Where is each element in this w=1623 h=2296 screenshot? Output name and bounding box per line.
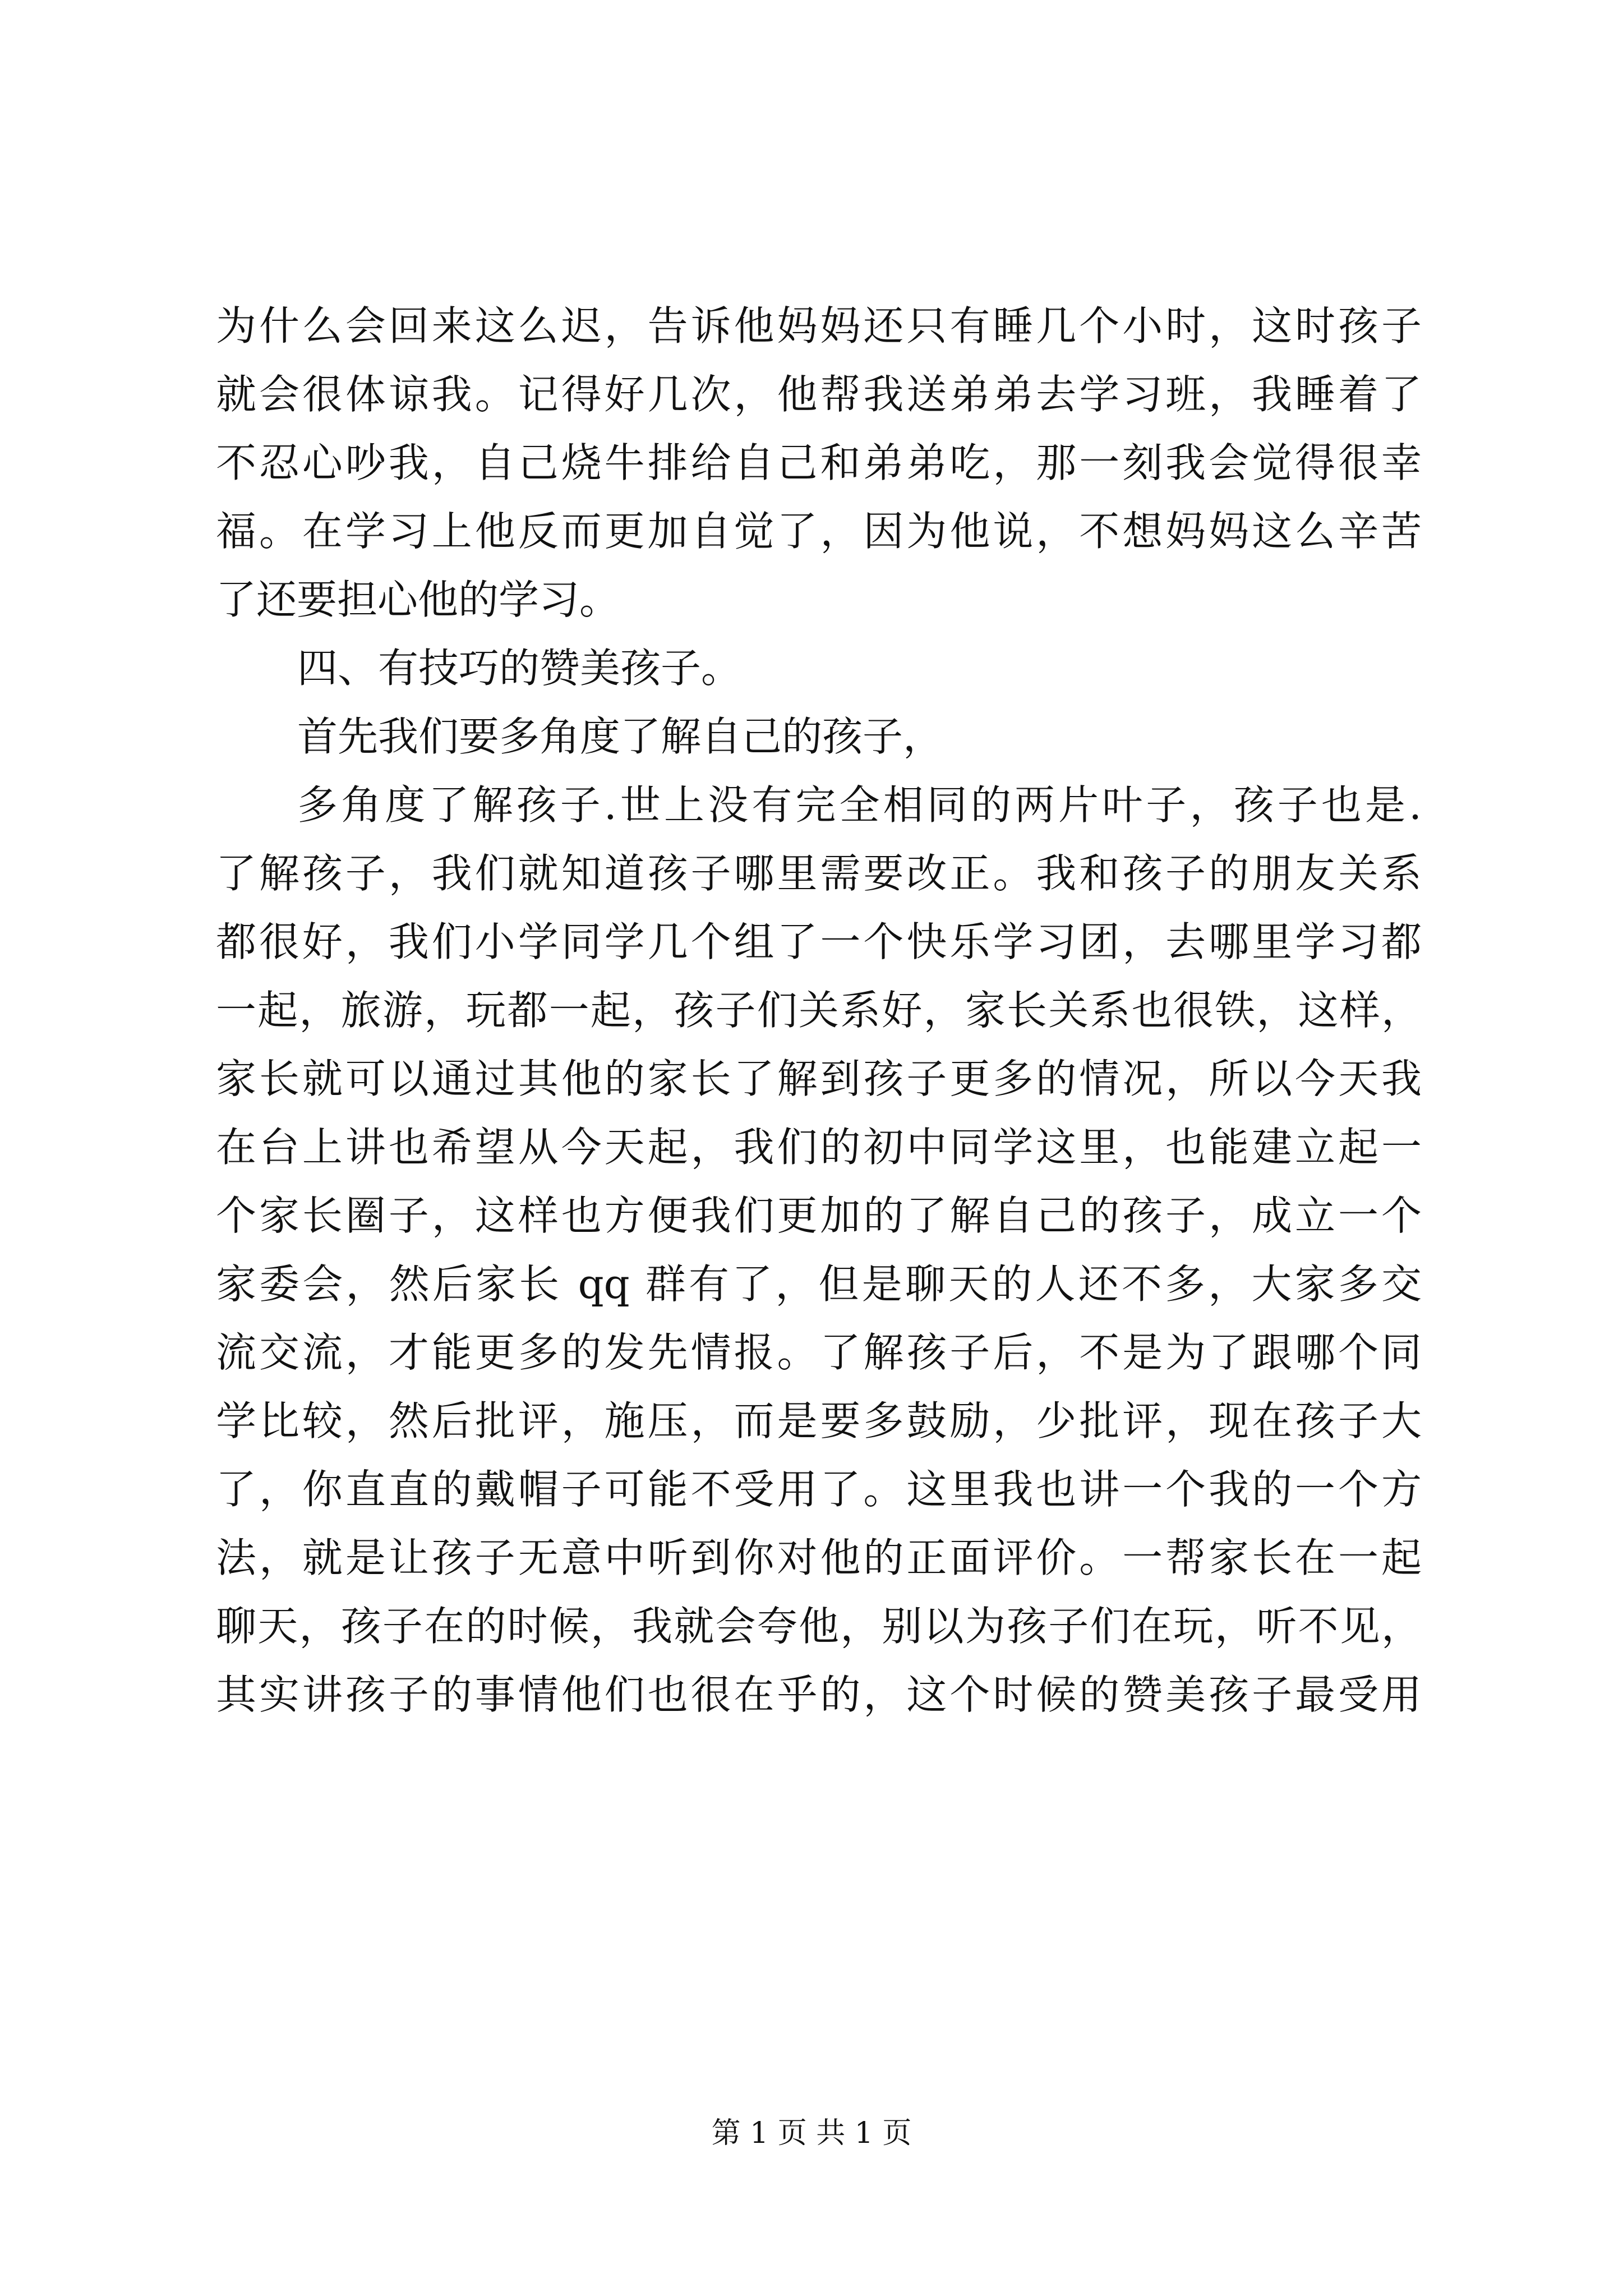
text-line: 了解孩子，我们就知道孩子哪里需要改正。我和孩子的朋友关系	[216, 850, 1422, 897]
page-number-footer: 第 1 页 共 1 页	[711, 2116, 912, 2150]
text-line: 不忍心吵我，自己烧牛排给自己和弟弟吃，那一刻我会觉得很幸	[216, 439, 1422, 486]
text-line: 家长就可以通过其他的家长了解到孩子更多的情况，所以今天我	[216, 1055, 1422, 1102]
text-line: 其实讲孩子的事情他们也很在乎的，这个时候的赞美孩子最受用	[216, 1671, 1422, 1718]
text-line: 都很好，我们小学同学几个组了一个快乐学习团，去哪里学习都	[216, 918, 1422, 965]
text-line: 就会很体谅我。记得好几次，他帮我送弟弟去学习班，我睡着了	[216, 371, 1422, 418]
text-line: 学比较，然后批评，施压，而是要多鼓励，少批评，现在孩子大	[216, 1397, 1422, 1444]
document-body	[216, 292, 1422, 1729]
text-line: 法，就是让孩子无意中听到你对他的正面评价。一帮家长在一起	[216, 1534, 1422, 1581]
text-line: 家委会，然后家长 qq 群有了，但是聊天的人还不多，大家多交	[216, 1260, 1422, 1308]
text-line: 聊天，孩子在的时候，我就会夸他，别以为孩子们在玩，听不见，	[216, 1603, 1422, 1650]
text-line: 为什么会回来这么迟，告诉他妈妈还只有睡几个小时，这时孩子	[216, 302, 1422, 349]
text-line: 一起，旅游，玩都一起，孩子们关系好，家长关系也很铁，这样，	[216, 987, 1422, 1034]
text-line: 福。在学习上他反而更加自觉了，因为他说，不想妈妈这么辛苦	[216, 508, 1422, 555]
text-line: 了还要担心他的学习。	[216, 576, 620, 623]
text-line: 个家长圈子，这样也方便我们更加的了解自己的孩子，成立一个	[216, 1192, 1422, 1239]
text-line: 在台上讲也希望从今天起，我们的初中同学这里，也能建立起一	[216, 1124, 1422, 1171]
text-line: 首先我们要多角度了解自己的孩子，	[297, 713, 944, 760]
text-line: 了，你直直的戴帽子可能不受用了。这里我也讲一个我的一个方	[216, 1466, 1422, 1513]
section-heading: 四、有技巧的赞美孩子。	[297, 645, 742, 692]
text-line: 流交流，才能更多的发先情报。了解孩子后，不是为了跟哪个同	[216, 1329, 1422, 1376]
text-line: 多角度了解孩子.世上没有完全相同的两片叶子，孩子也是.	[297, 781, 1422, 829]
